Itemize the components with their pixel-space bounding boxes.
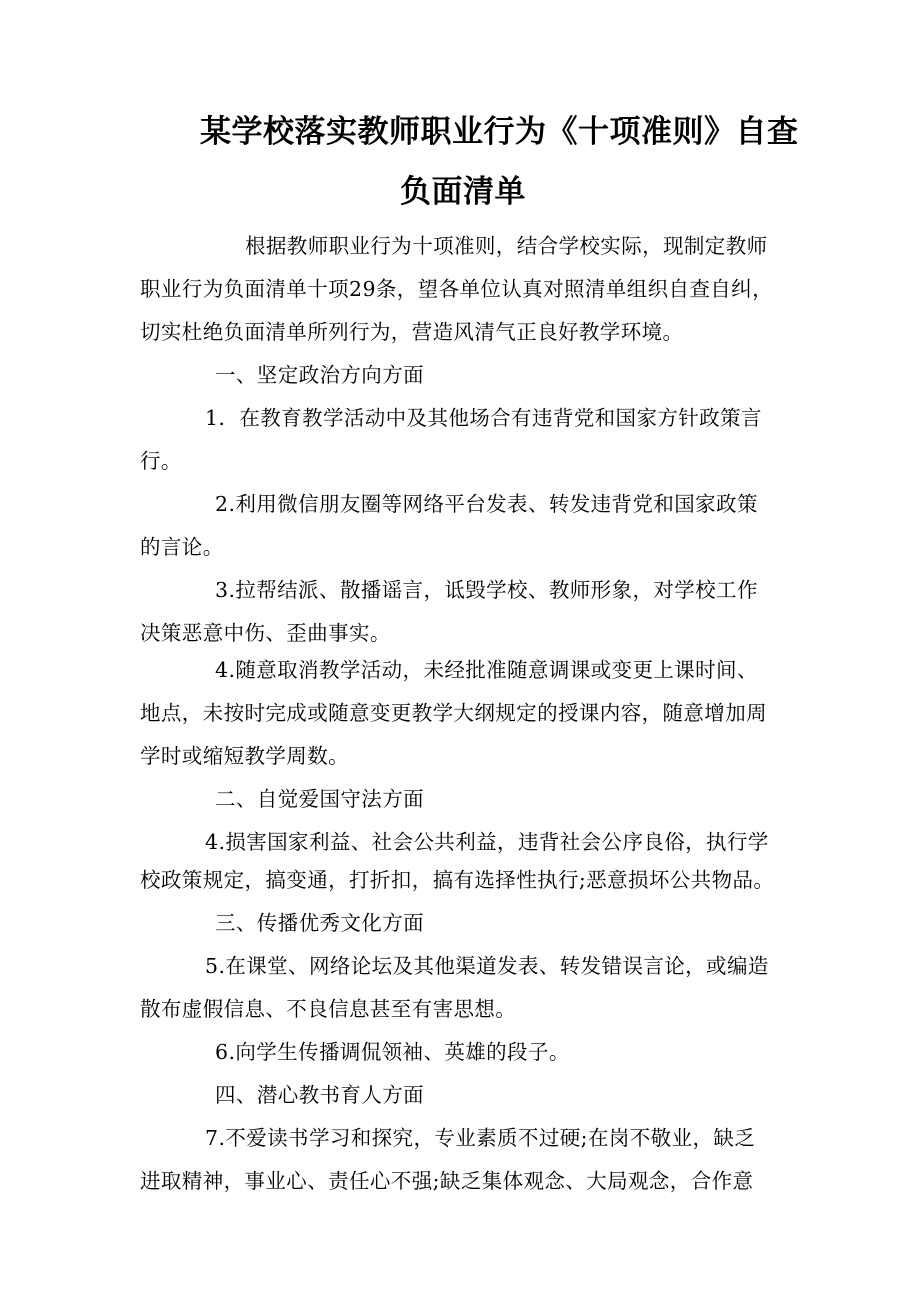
item-1-line-1: 1．在教育教学活动中及其他场合有违背党和国家方针政策言 (205, 406, 762, 430)
item-4b-line-1: 4.损害国家利益、社会公共利益，违背社会公序良俗，执行学 (205, 830, 769, 854)
item-2-line-1: 2.利用微信朋友圈等网络平台发表、转发违背党和国家政策 (215, 492, 758, 516)
item-3-line-2: 决策恶意中伤、歪曲事实。 (140, 621, 391, 645)
section-heading-2: 二、自觉爱国守法方面 (215, 787, 424, 811)
section-heading-3: 三、传播优秀文化方面 (215, 911, 424, 935)
intro-line-1: 根据教师职业行为十项准则，结合学校实际，现制定教师 (245, 234, 768, 258)
item-4b-line-2: 校政策规定，搞变通，打折扣，搞有选择性执行;恶意损坏公共物品。 (140, 868, 775, 892)
item-5-line-2: 散布虚假信息、不良信息甚至有害思想。 (140, 997, 517, 1021)
item-4-line-2: 地点，未按时完成或随意变更教学大纲规定的授课内容，随意增加周 (140, 701, 767, 725)
item-5-line-1: 5.在课堂、网络论坛及其他渠道发表、转发错误言论，或编造 (205, 954, 769, 978)
item-3-line-1: 3.拉帮结派、散播谣言，诋毁学校、教师形象，对学校工作 (215, 578, 758, 602)
item-2-line-2: 的言论。 (140, 535, 224, 559)
document-title-line-2: 负面清单 (400, 174, 526, 210)
document-title-line-1: 某学校落实教师职业行为《十项准则》自查 (200, 114, 799, 150)
item-4-line-3: 学时或缩短教学周数。 (140, 744, 349, 768)
section-heading-4: 四、潜心教书育人方面 (215, 1083, 424, 1107)
section-heading-1: 一、坚定政治方向方面 (215, 363, 424, 387)
item-4-line-1: 4.随意取消教学活动，未经批准随意调课或变更上课时间、 (215, 658, 758, 682)
item-7-line-1: 7.不爱读书学习和探究，专业素质不过硬;在岗不敬业，缺乏 (205, 1126, 756, 1150)
item-6-line-1: 6.向学生传播调侃领袖、英雄的段子。 (215, 1040, 570, 1064)
intro-line-3: 切实杜绝负面清单所列行为，营造风清气正良好教学环境。 (140, 320, 684, 344)
item-1-line-2: 行。 (140, 449, 182, 473)
intro-line-2: 职业行为负面清单十项29条，望各单位认真对照清单组织自查自纠， (140, 277, 773, 301)
item-7-line-2: 进取精神，事业心、责任心不强;缺乏集体观念、大局观念，合作意 (140, 1169, 754, 1193)
